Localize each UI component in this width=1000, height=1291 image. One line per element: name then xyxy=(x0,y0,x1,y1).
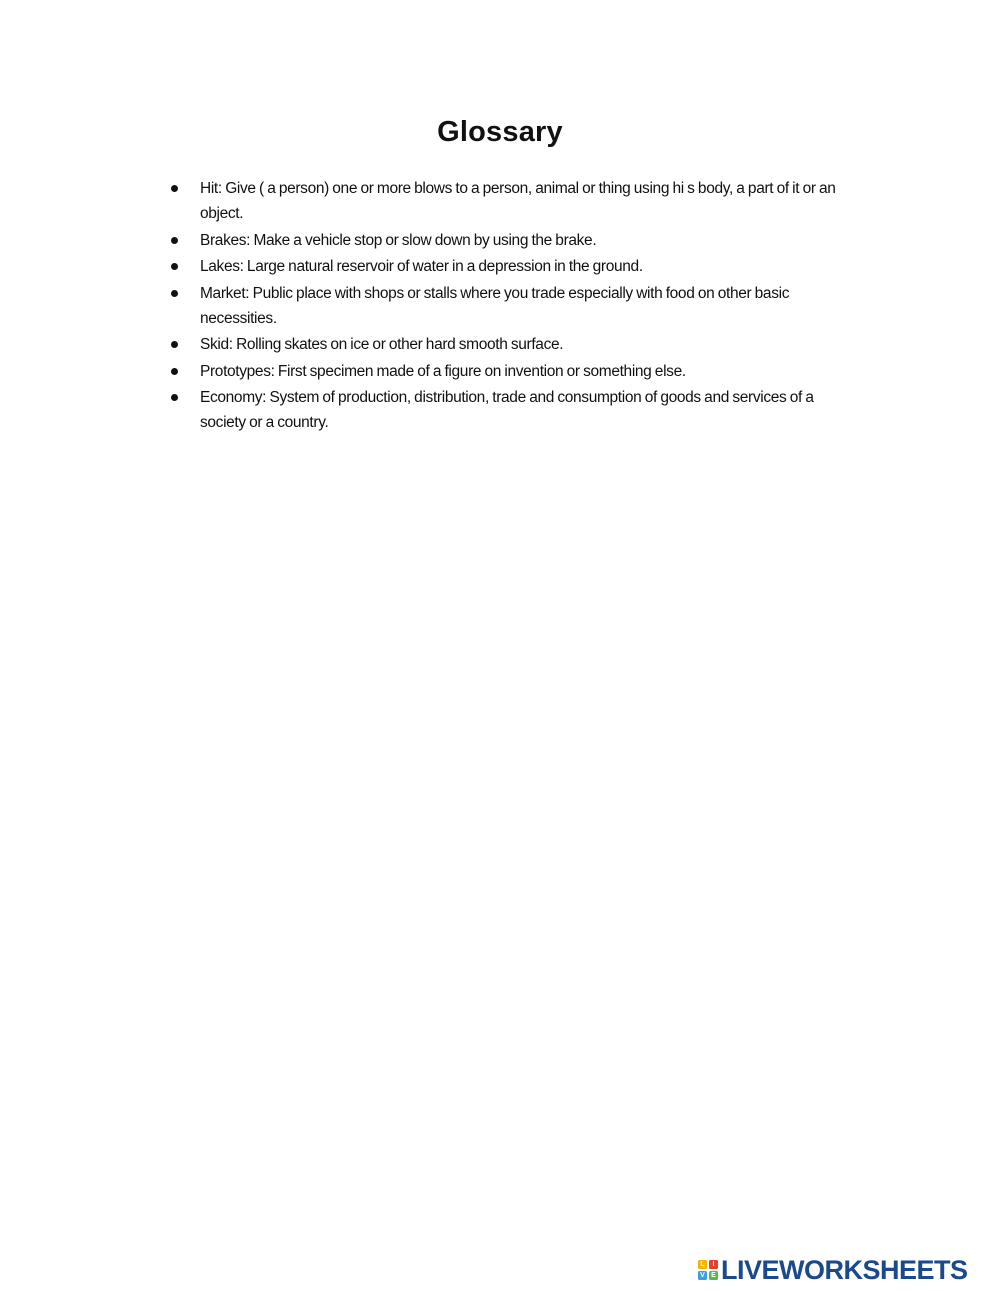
glossary-entry-text: Hit: Give ( a person) one or more blows to a person, animal or thing using hi s body, a part of it or an object. xyxy=(200,180,836,222)
glossary-entry-text: Lakes: Large natural reservoir of water in a depression in the ground. xyxy=(200,258,643,275)
bullet-icon xyxy=(171,237,178,244)
bullet-icon xyxy=(171,185,178,192)
list-item xyxy=(200,385,860,435)
list-item xyxy=(200,332,860,357)
page-title: Glossary xyxy=(437,116,563,148)
list-item xyxy=(200,228,860,253)
bullet-icon xyxy=(171,263,178,270)
glossary-entry-text: Brakes: Make a vehicle stop or slow down by using the brake. xyxy=(200,231,597,249)
logo-letter-i: I xyxy=(709,1260,718,1269)
liveworksheets-brand[interactable] xyxy=(698,1256,968,1284)
liveworksheets-logo-icon xyxy=(698,1260,718,1280)
bullet-icon xyxy=(171,290,178,297)
bullet-icon xyxy=(171,341,178,348)
glossary-list xyxy=(200,176,860,437)
list-item xyxy=(200,176,860,226)
bullet-icon xyxy=(171,394,178,401)
glossary-entry-text: Economy: System of production, distribution, trade and consumption of goods and services of a society or a country. xyxy=(200,389,814,431)
logo-letter-v: V xyxy=(698,1271,707,1280)
glossary-entry-text: Market: Public place with shops or stalls where you trade especially with food on other basic necessities. xyxy=(200,284,790,327)
bullet-icon xyxy=(171,368,178,375)
glossary-entry-text: Prototypes: First specimen made of a figure on invention or something else. xyxy=(200,362,686,380)
list-item xyxy=(200,281,860,331)
list-item xyxy=(200,254,860,279)
list-item xyxy=(200,359,860,384)
logo-letter-l: L xyxy=(698,1260,707,1269)
brand-name: LIVEWORKSHEETS xyxy=(721,1254,968,1285)
glossary-entry-text: Skid: Rolling skates on ice or other hard smooth surface. xyxy=(200,336,564,353)
logo-letter-e: E xyxy=(709,1271,718,1280)
